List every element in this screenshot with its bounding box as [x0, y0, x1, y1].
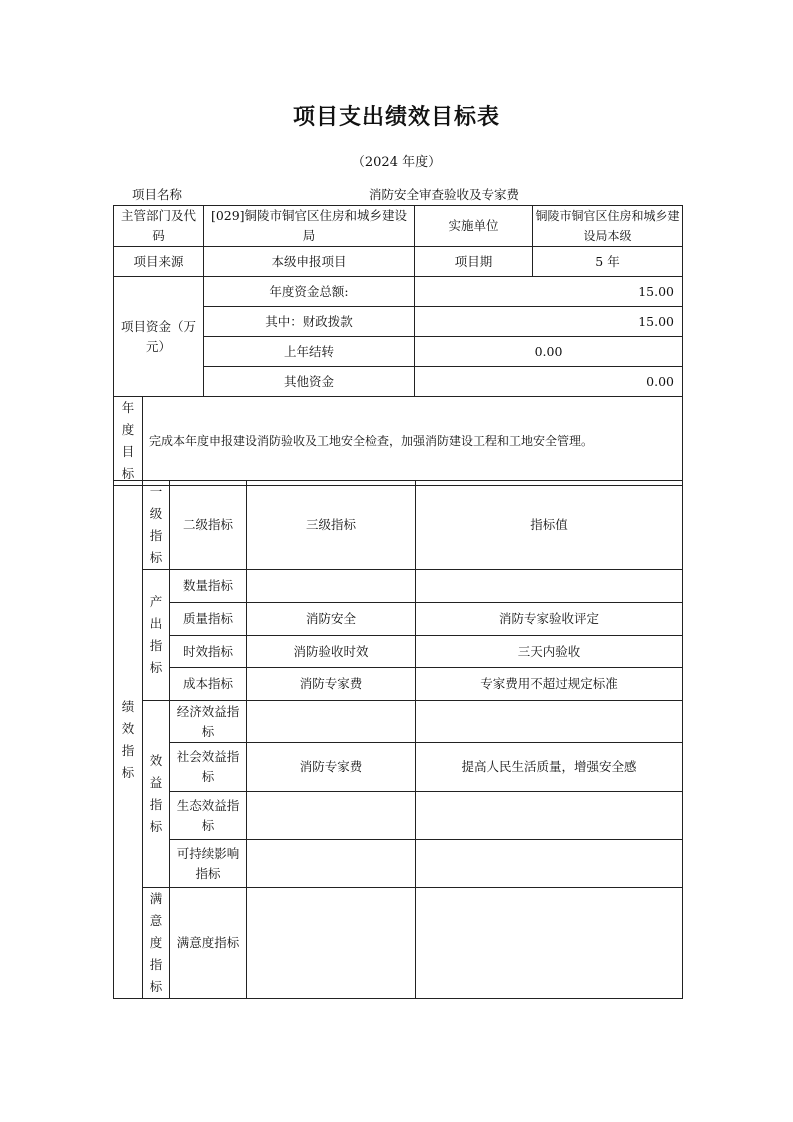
output-level2: 数量指标 — [170, 570, 247, 603]
source-label: 项目来源 — [114, 247, 204, 277]
funds-total-value: 15.00 — [415, 277, 683, 307]
benefit-level3 — [247, 792, 416, 840]
benefit-level2: 社会效益指标 — [170, 743, 247, 792]
satisfaction-level3 — [247, 888, 416, 999]
performance-table — [113, 480, 683, 999]
output-level3: 消防验收时效 — [247, 636, 416, 668]
benefit-level3: 消防专家费 — [247, 743, 416, 792]
funds-table — [113, 276, 683, 397]
output-level2: 时效指标 — [170, 636, 247, 668]
benefit-value — [416, 792, 683, 840]
period-value: 5 年 — [533, 247, 683, 277]
output-value: 三天内验收 — [416, 636, 683, 668]
satisfaction-level2: 满意度指标 — [170, 888, 247, 999]
funds-other-value: 0.00 — [415, 367, 683, 397]
benefit-level3 — [247, 701, 416, 743]
page-title: 项目支出绩效目标表 — [292, 105, 500, 130]
annual-goal-table — [113, 396, 683, 486]
output-level3 — [247, 570, 416, 603]
benefit-value: 提高人民生活质量，增强安全感 — [416, 743, 683, 792]
header-level2: 二级指标 — [170, 481, 247, 570]
output-level3: 消防专家费 — [247, 668, 416, 701]
benefit-level2: 经济效益指标 — [170, 701, 247, 743]
funds-carryover-label: 上年结转 — [204, 337, 415, 367]
dept-label: 主管部门及代码 — [114, 206, 204, 247]
funds-label: 项目资金（万元） — [114, 277, 204, 397]
output-level2: 质量指标 — [170, 603, 247, 636]
impl-label: 实施单位 — [415, 206, 533, 247]
annual-goal-text: 完成本年度申报建设消防验收及工地安全检查，加强消防建设工程和工地安全管理。 — [143, 397, 683, 486]
header-level1: 一 级 指 标 — [143, 481, 170, 570]
funds-carryover-value: 0.00 — [415, 337, 683, 367]
header-value: 指标值 — [416, 481, 683, 570]
satisfaction-value — [416, 888, 683, 999]
benefit-value — [416, 701, 683, 743]
header-level3: 三级指标 — [247, 481, 416, 570]
project-name-row — [113, 184, 682, 206]
funds-fiscal-value: 15.00 — [415, 307, 683, 337]
output-label: 产 出 指 标 — [143, 570, 170, 701]
output-level2: 成本指标 — [170, 668, 247, 701]
dept-value: [029]铜陵市铜官区住房和城乡建设局 — [204, 206, 415, 247]
output-value: 消防专家验收评定 — [416, 603, 683, 636]
output-value: 专家费用不超过规定标准 — [416, 668, 683, 701]
project-info-table — [113, 205, 683, 277]
year-label: （2024 年度） — [351, 155, 442, 170]
benefit-level2: 生态效益指标 — [170, 792, 247, 840]
benefit-level2: 可持续影响指标 — [170, 840, 247, 888]
benefit-value — [416, 840, 683, 888]
benefit-level3 — [247, 840, 416, 888]
impl-value: 铜陵市铜官区住房和城乡建设局本级 — [533, 206, 683, 247]
output-value — [416, 570, 683, 603]
project-name-value: 消防安全审查验收及专家费 — [369, 187, 520, 202]
performance-label: 绩 效 指 标 — [114, 481, 143, 999]
source-value: 本级申报项目 — [204, 247, 415, 277]
output-level3: 消防安全 — [247, 603, 416, 636]
funds-other-label: 其他资金 — [204, 367, 415, 397]
period-label: 项目期 — [415, 247, 533, 277]
benefit-label: 效 益 指 标 — [143, 701, 170, 888]
annual-goal-label: 年 度 目 标 — [114, 397, 143, 486]
funds-total-label: 年度资金总额: — [204, 277, 415, 307]
satisfaction-label: 满 意 度 指 标 — [143, 888, 170, 999]
project-name-label: 项目名称 — [132, 187, 183, 202]
funds-fiscal-label: 其中：财政拨款 — [204, 307, 415, 337]
